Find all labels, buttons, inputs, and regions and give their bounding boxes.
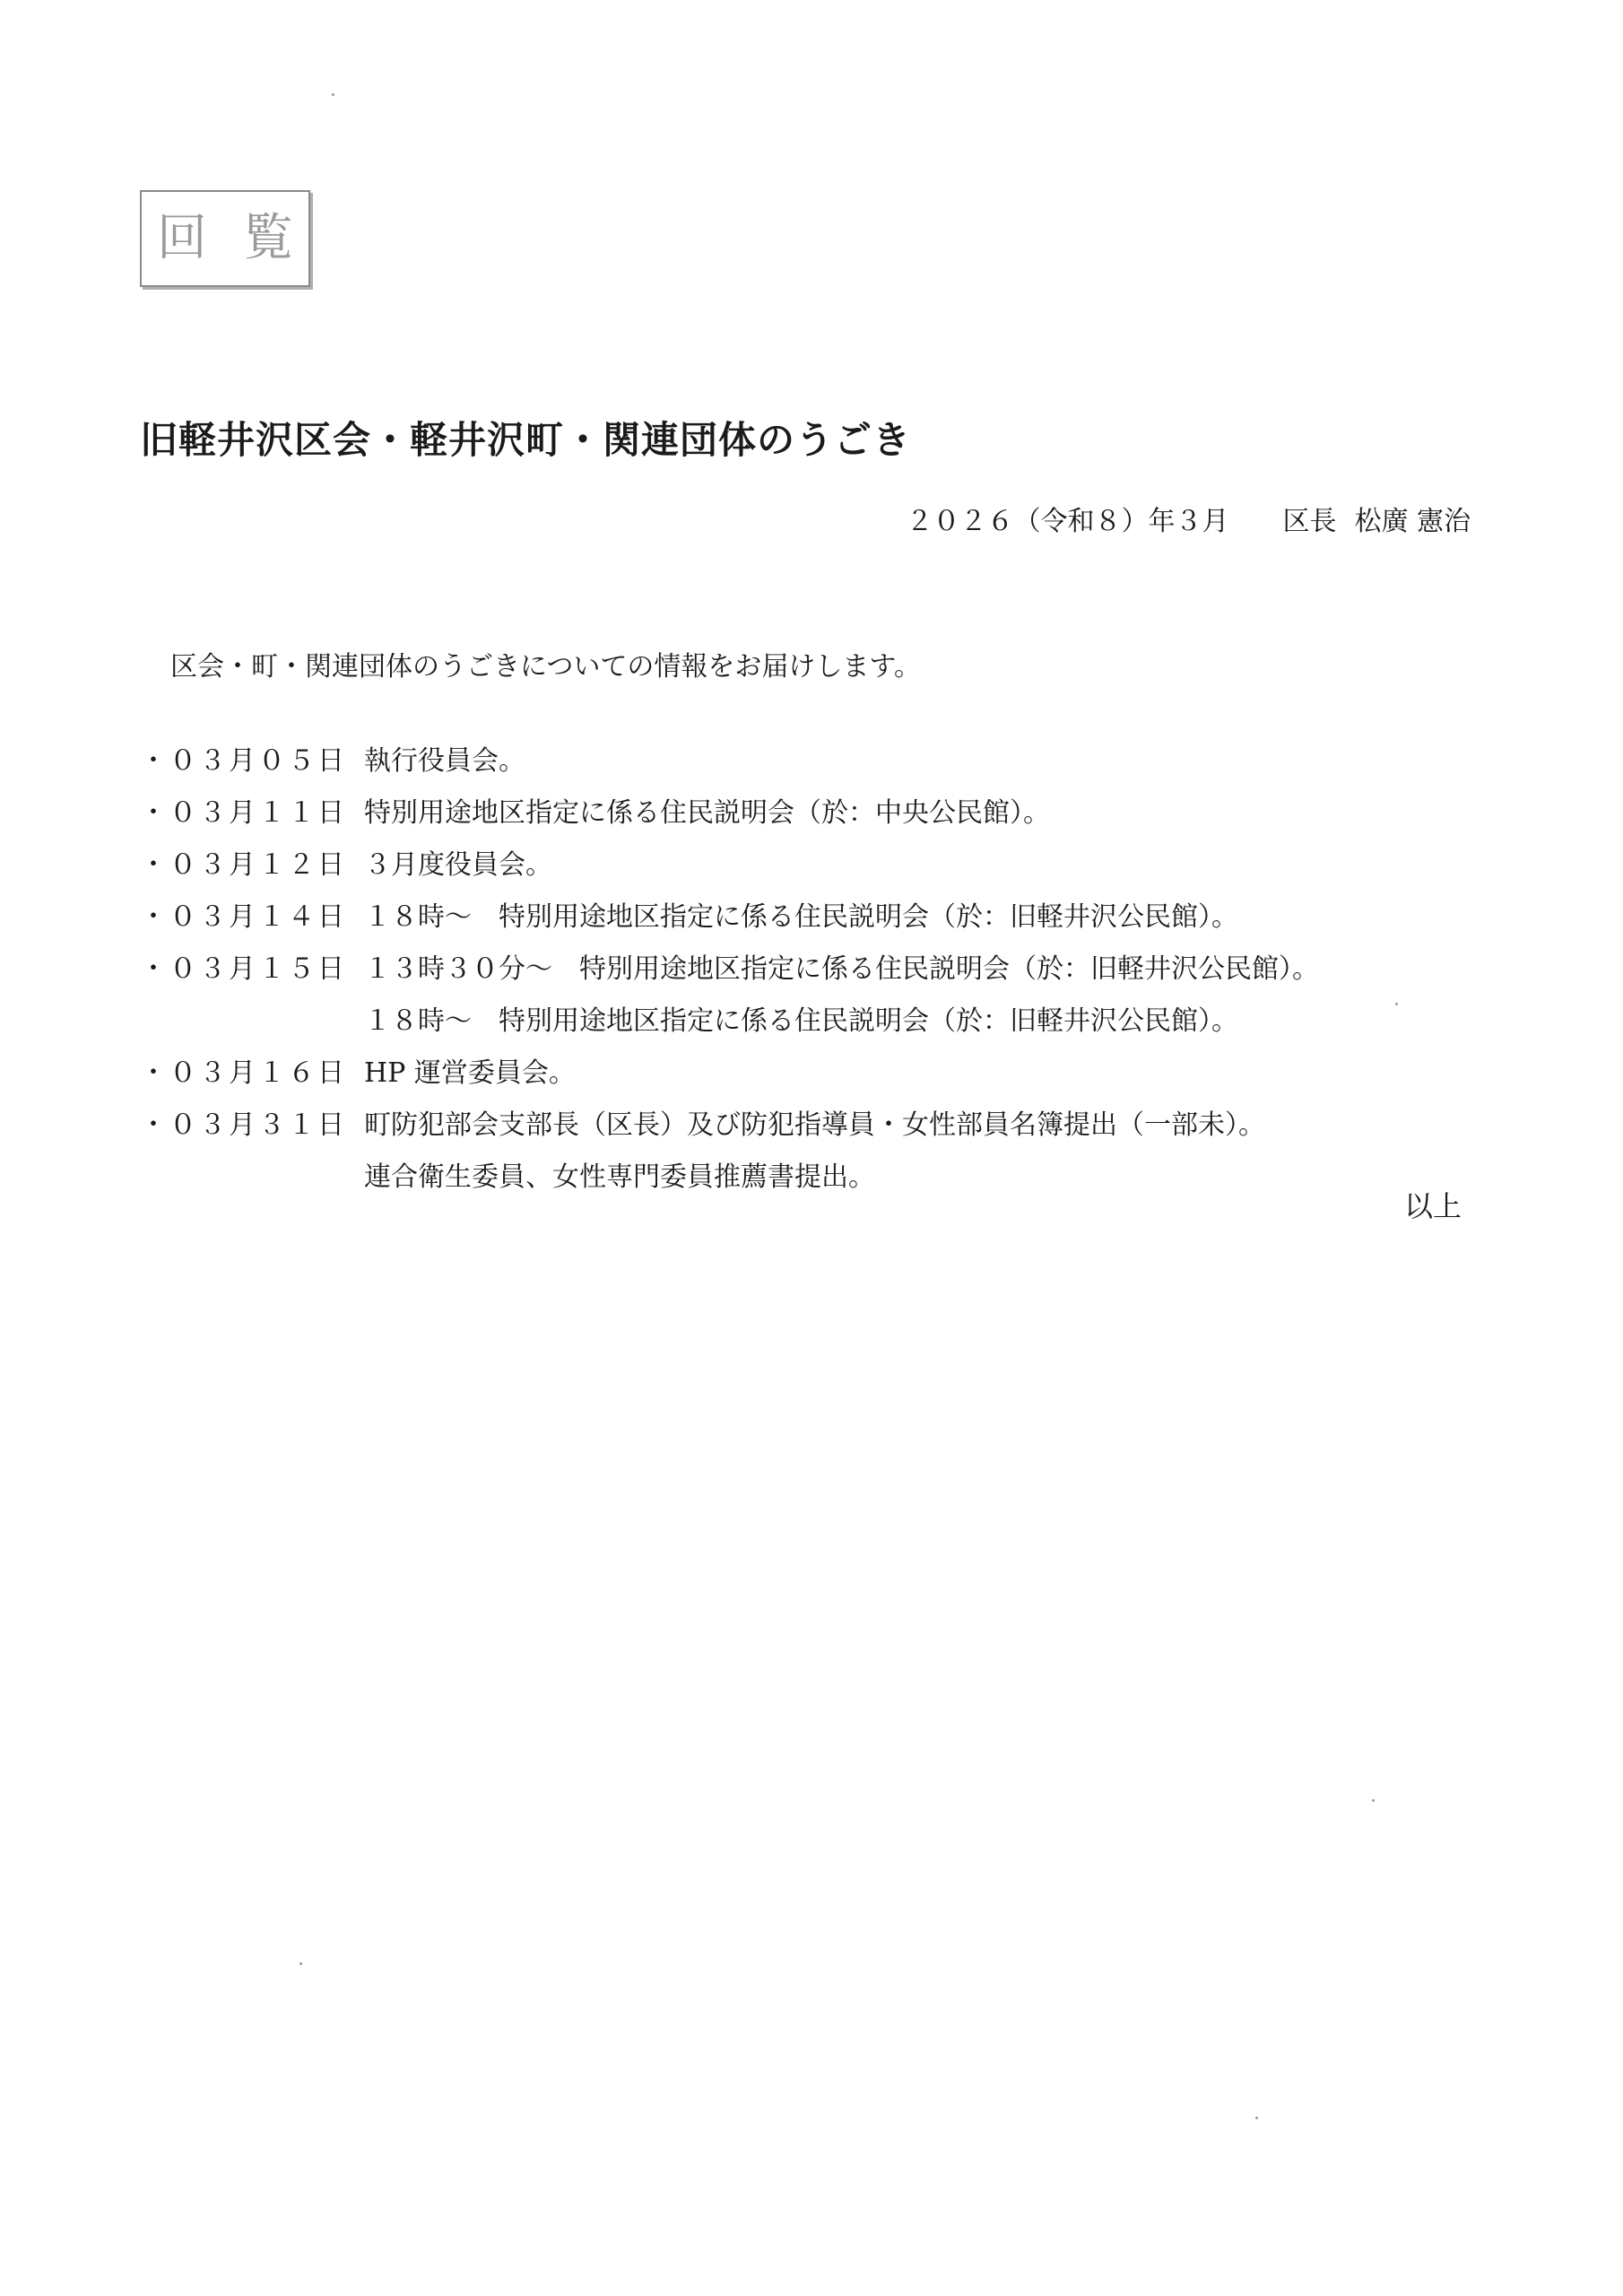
scan-speck (1372, 1799, 1375, 1802)
issue-date: ２０２６（令和８）年３月 (906, 506, 1229, 537)
event-date (140, 1152, 364, 1204)
event-row (140, 891, 1449, 944)
event-text: １８時～ 特別用途地区指定に係る住民説明会（於：旧軽井沢公民館）。 (364, 901, 1238, 933)
scan-speck (1255, 2117, 1258, 2119)
event-text: １３時３０分～ 特別用途地区指定に係る住民説明会（於：旧軽井沢公民館）。 (364, 953, 1319, 985)
event-row (140, 839, 1449, 891)
event-text: 特別用途地区指定に係る住民説明会（於：中央公民館）。 (364, 797, 1050, 829)
event-date: ・０３月１６日 (140, 1057, 347, 1089)
event-row (140, 996, 1449, 1048)
event-text: HP 運営委員会。 (364, 1057, 576, 1089)
event-date: ・０３月３１日 (140, 1109, 347, 1141)
document-title: 旧軽井沢区会・軽井沢町・関連団体のうごき (140, 418, 912, 462)
closing-mark: 以上 (1403, 1189, 1462, 1223)
dateline (906, 499, 1471, 538)
event-text: 連合衛生委員、女性専門委員推薦書提出。 (364, 1161, 875, 1193)
event-row (140, 1100, 1449, 1152)
event-date (140, 996, 364, 1048)
event-text: 執行役員会。 (364, 745, 525, 777)
scan-speck (299, 1962, 302, 1965)
stamp-char-1: 回 (157, 209, 207, 267)
event-date: ・０３月０５日 (140, 745, 347, 777)
intro-text: 区会・町・関連団体のうごきについての情報をお届けします。 (170, 651, 921, 683)
event-date: ・０３月１２日 (140, 849, 347, 881)
event-text: １８時～ 特別用途地区指定に係る住民説明会（於：旧軽井沢公民館）。 (364, 1005, 1238, 1037)
event-text: 町防犯部会支部長（区長）及び防犯指導員・女性部員名簿提出（一部未）。 (364, 1109, 1265, 1141)
author-name: 松廣 憲治 (1354, 506, 1471, 537)
event-row (140, 944, 1449, 996)
event-date: ・０３月１４日 (140, 901, 347, 933)
event-row (140, 735, 1449, 787)
author-role: 区長 (1282, 506, 1337, 537)
event-text: ３月度役員会。 (364, 849, 552, 881)
event-date: ・０３月１５日 (140, 953, 347, 985)
stamp-char-2: 覧 (243, 209, 293, 267)
event-row (140, 1048, 1449, 1100)
circulation-stamp (140, 190, 310, 287)
scan-speck (1395, 1003, 1398, 1005)
event-row (140, 1152, 1449, 1204)
scan-speck (332, 93, 334, 96)
event-row (140, 787, 1449, 839)
event-date: ・０３月１１日 (140, 797, 347, 829)
event-list (140, 735, 1449, 1204)
